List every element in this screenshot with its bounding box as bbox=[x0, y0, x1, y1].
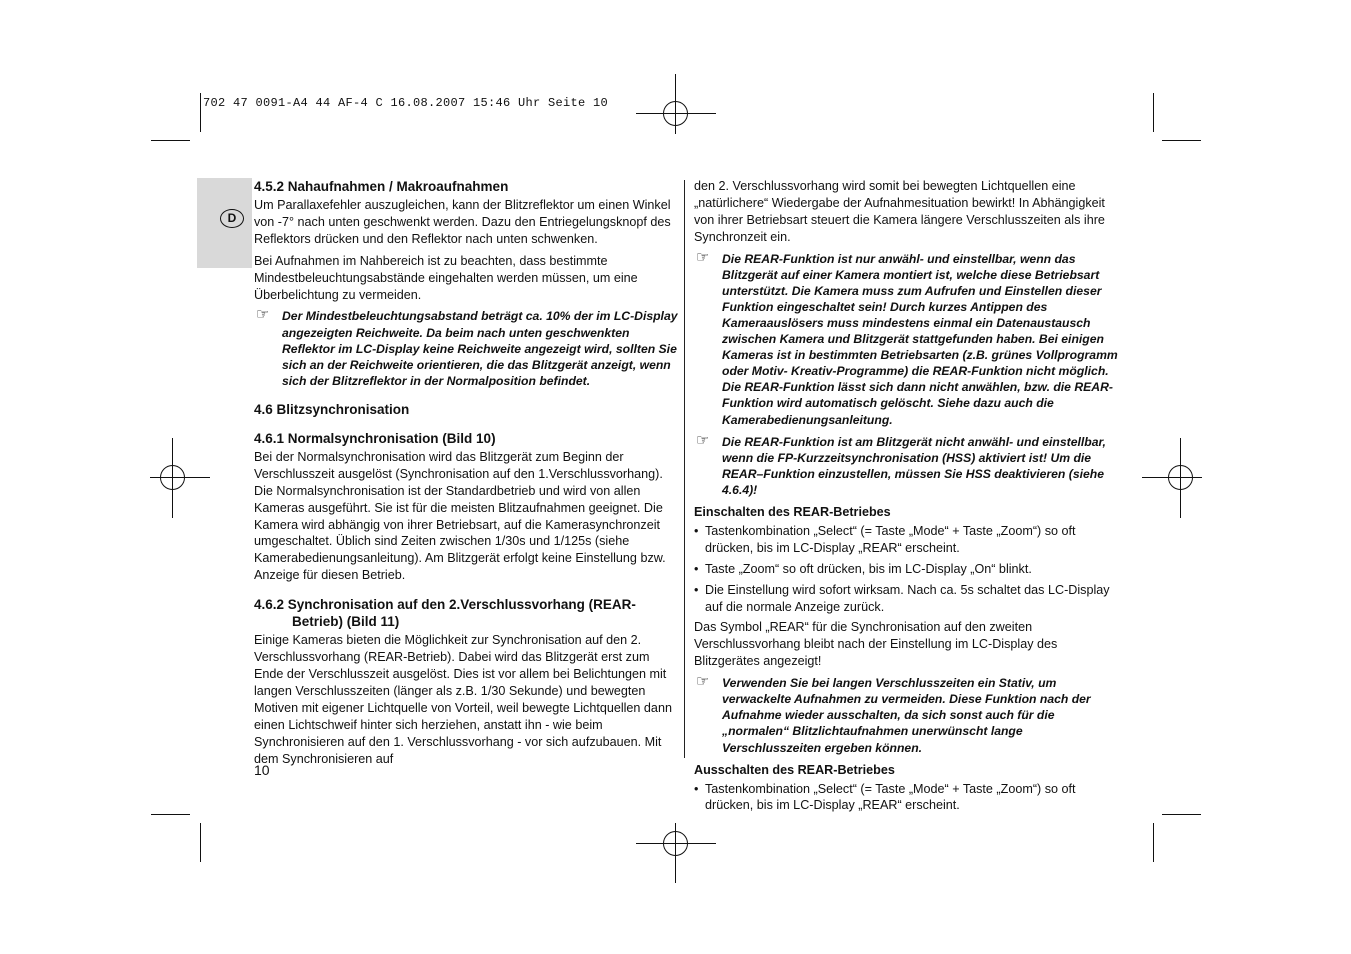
subheading-rear-off: Ausschalten des REAR-Betriebes bbox=[694, 762, 895, 777]
column-divider bbox=[684, 180, 685, 758]
bullet-icon: • bbox=[694, 582, 699, 597]
paragraph: Einige Kameras bieten die Möglichkeit zur Synchronisation auf den 2. Verschlussvorhang (REAR-Betrieb). Dabei wird das Blitzgerät erst zum Ende der Verschlusszeit ausgelöst. Dies ist vor allem bei Belichtungen mit langen Verschlusszeiten (länger als z.B. 1/30 Sekunde) und bewegten Motiven mit eigener Lichtquelle von Vorteil, weil bewegte Lichtquellen dann einen Lichtschweif hinter sich herziehen, anstatt ihn - wie beim Synchronisieren auf den 1. Verschlussvorhang - vor sich aufzubauen. Mit dem Synchronisieren auf bbox=[254, 633, 672, 766]
heading-4-5-2: 4.5.2 Nahaufnahmen / Makroaufnahmen bbox=[254, 179, 509, 194]
note-block bbox=[694, 248, 1120, 428]
registration-mark-left bbox=[150, 438, 230, 518]
registration-mark-right bbox=[1122, 438, 1202, 518]
list-item-text: Tastenkombination „Select“ (= Taste „Mode“ + Taste „Zoom“) so oft drücken, bis im LC-Display „REAR“ erscheint. bbox=[705, 523, 1076, 555]
note-block bbox=[694, 675, 1120, 755]
registration-mark-top bbox=[636, 74, 716, 154]
pointing-hand-icon: ☞ bbox=[696, 673, 710, 691]
note-text: Die REAR-Funktion ist nur anwähl- und einstellbar, wenn das Blitzgerät auf einer Kamera montiert ist, welche diese Betriebsart unterstützt. Die Kamera muss zum Aufrufen und Einstellen dieser Funktion eingeschaltet sein! Durch kurzes Antippen des Kameraauslösers muss mindestens einmal ein Datenaustausch zwischen Kamera und Blitzgerät stattgefunden haben. Bei einigen Kameras ist in bestimmten Betriebsarten (z.B. grünes Vollprogramm oder Motiv- Kreativ-Programme) die REAR-Funktion nicht möglich. Die REAR-Funktion lässt sich dann nicht anwählen, bzw. die REAR-Funktion wird automatisch gelöscht. Siehe dazu auch die Kamerabedienungsanleitung. bbox=[722, 251, 1118, 427]
paragraph: Um Parallaxefehler auszugleichen, kann der Blitzreflektor um einen Winkel von -7° nach unten geschwenkt werden. Dazu den Entriegelungsknopf des Reflektors drücken und den Reflektor nach unten schwenken. bbox=[254, 198, 671, 246]
paragraph: Bei der Normalsynchronisation wird das Blitzgerät zum Beginn der Verschlusszeit ausgelöst (Synchronisation auf den 1.Verschlussvorhang). Die Normalsynchronisation ist der Standardbetrieb und wird von allen Kameras ausgeführt. Sie ist für die meisten Blitzaufnahmen geeignet. Die Kamera wird abhängig von ihrer Betriebsart, auf die Kamerasynchronzeit umgeschaltet. Üblich sind Zeiten zwischen 1/30s und 1/125s (siehe Kamerabedienungsanleitung). Am Blitzgerät erfolgt keine Einstellung bzw. Anzeige für diesen Betrieb. bbox=[254, 449, 666, 583]
list-item bbox=[694, 781, 1120, 815]
paragraph: Bei Aufnahmen im Nahbereich ist zu beachten, dass bestimmte Mindestbeleuchtungsabstände eingehalten werden müssen, um eine Überbelichtung zu vermeiden. bbox=[254, 253, 638, 302]
heading-4-6: 4.6 Blitzsynchronisation bbox=[254, 401, 410, 417]
print-slug: 702 47 0091-A4 44 AF-4 C 16.08.2007 15:46 Uhr Seite 10 bbox=[203, 96, 609, 110]
list-item bbox=[694, 561, 1120, 578]
right-column bbox=[694, 178, 1120, 818]
language-badge: D bbox=[220, 209, 244, 228]
list-item bbox=[694, 523, 1120, 557]
paragraph: den 2. Verschlussvorhang wird somit bei bewegten Lichtquellen eine „natürlichere“ Wiedergabe der Aufnahmesituation bewirkt! In Abhängigkeit von ihrer Betriebsart steuert die Kamera längere Verschlusszeiten als ihre Synchronzeit ein. bbox=[694, 179, 1105, 244]
pointing-hand-icon: ☞ bbox=[696, 248, 710, 266]
pointing-hand-icon: ☞ bbox=[256, 306, 270, 324]
list-item-text: Die Einstellung wird sofort wirksam. Nach ca. 5s schaltet das LC-Display auf die normale Anzeige zurück. bbox=[705, 582, 1110, 614]
heading-4-6-1: 4.6.1 Normalsynchronisation (Bild 10) bbox=[254, 430, 496, 446]
pointing-hand-icon: ☞ bbox=[696, 431, 710, 449]
subheading-rear-on: Einschalten des REAR-Betriebes bbox=[694, 505, 891, 520]
page-number: 10 bbox=[254, 762, 270, 778]
paragraph: Das Symbol „REAR“ für die Synchronisation auf den zweiten Verschlussvorhang bleibt nach der Einstellung im LC-Display des Blitzgerätes angezeigt! bbox=[694, 620, 1058, 669]
bullet-icon: • bbox=[694, 523, 699, 538]
note-text: Verwenden Sie bei langen Verschlusszeiten ein Stativ, um verwackelte Aufnahmen zu vermeiden. Diese Funktion nach der Aufnahme wieder ausschalten, da sich sonst auch für die „normalen“ Blitzlichtaufnahmen unerwünscht lange Verschlusszeiten ergeben können. bbox=[722, 676, 1091, 755]
note-text: Die REAR-Funktion ist am Blitzgerät nicht anwähl- und einstellbar, wenn die FP-Kurzzeitsynchronisation (HSS) aktiviert ist! Um die REAR–Funktion einzustellen, müssen Sie HSS deaktivieren (siehe 4.6.4)! bbox=[722, 434, 1106, 497]
left-column bbox=[254, 178, 678, 772]
note-text: Der Mindestbeleuchtungsabstand beträgt ca. 10% der im LC-Display angezeigten Reichweite. Da beim nach unten geschwenkten Reflektor im LC-Display keine Reichweite angezeigt wird, sollten Sie sich an der Reichweite orientieren, die das Blitzgerät anzeigt, wenn sich der Blitzreflektor in der Normalposition befindet. bbox=[282, 309, 678, 388]
list-item-text: Taste „Zoom“ so oft drücken, bis im LC-Display „On“ blinkt. bbox=[705, 561, 1032, 576]
bullet-icon: • bbox=[694, 561, 699, 576]
note-block bbox=[254, 308, 678, 388]
list-item-text: Tastenkombination „Select“ (= Taste „Mode“ + Taste „Zoom“) so oft drücken, bis im LC-Display „REAR“ erscheint. bbox=[705, 781, 1076, 813]
note-block bbox=[694, 431, 1120, 498]
list-item bbox=[694, 582, 1120, 616]
bullet-icon: • bbox=[694, 781, 699, 796]
heading-4-6-2: 4.6.2 Synchronisation auf den 2.Verschlussvorhang (REAR-Betrieb) (Bild 11) bbox=[254, 597, 636, 630]
